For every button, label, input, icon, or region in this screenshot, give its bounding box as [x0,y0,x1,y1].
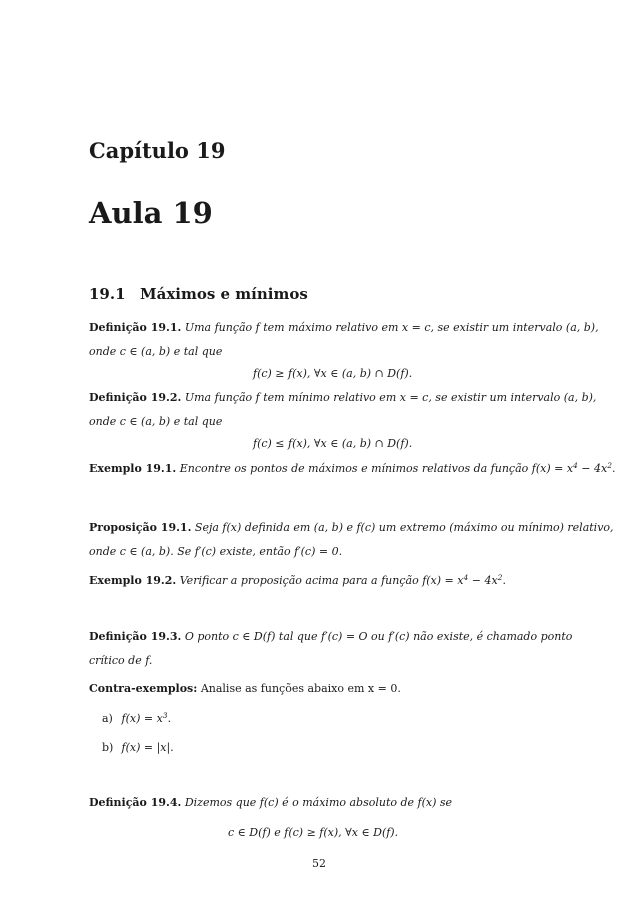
section-title: Máximos e mínimos [140,285,308,303]
list-item: a) $f(x) = x^3$. [102,711,172,725]
exponent: 2 [497,573,503,582]
definition-19-4-formula: c ∈ D(f) e f(c) ≥ f(x), ∀x ∈ D(f). [228,826,399,839]
proposition-19-1-cont: onde c ∈ (a, b). Se f′(c) existe, então f′(c) = 0. [89,545,343,558]
definition-text: O ponto c ∈ D(f) tal que f′(c) = O ou f′(c) não existe, é chamado ponto [184,630,573,643]
definition-19-4 [89,796,452,809]
definition-19-1-cont: onde c ∈ (a, b) e tal que [89,345,223,358]
counter-examples-text: Analise as funções abaixo em x = 0. [200,682,401,695]
definition-label: Definição 19.2. [89,391,182,404]
list-item-label: b) [102,741,114,754]
list-item-text: f(x) = x [121,712,163,725]
example-19-2: Exemplo 19.2. Verificar a proposição acima para a função $f(x) = x^4 - 4x^2$. [89,573,506,587]
page-number: 52 [312,857,326,870]
chapter-title: Capítulo 19 [89,138,226,163]
proposition-label: Proposição 19.1. [89,521,192,534]
definition-19-2 [89,391,596,404]
definition-label: Definição 19.3. [89,630,182,643]
definition-text: Dizemos que f(c) é o máximo absoluto de f(x) se [184,796,453,809]
list-item-label: a) [102,712,113,725]
list-item [102,741,174,754]
list-item-text: f(x) = |x|. [121,741,174,754]
exponent: 4 [573,461,578,470]
definition-19-1 [89,321,599,334]
definition-label: Definição 19.1. [89,321,182,334]
definition-19-3 [89,630,572,643]
example-19-1: Exemplo 19.1. Encontre os pontos de máximos e mínimos relativos da função $f(x) = x^4 - 4x^2$. [89,461,616,475]
section-number: 19.1 [89,285,126,303]
counter-examples-label: Contra-exemplos: [89,682,198,695]
definition-label: Definição 19.4. [89,796,182,809]
example-text: Verificar a proposição acima para a função f(x) = x [179,574,464,587]
exponent: 3 [162,711,168,720]
exponent: 4 [463,573,469,582]
example-text: Encontre os pontos de máximos e mínimos relativos da função f(x) = x [179,462,574,475]
definition-19-2-cont: onde c ∈ (a, b) e tal que [89,415,223,428]
proposition-text: Seja f(x) definida em (a, b) e f(c) um extremo (máximo ou mínimo) relativo, [194,521,614,534]
counter-examples [89,682,401,695]
definition-text: Uma função f tem mínimo relativo em x = c, se existir um intervalo (a, b), [184,391,597,404]
example-label: Exemplo 19.1. [89,462,177,475]
lecture-title: Aula 19 [89,196,213,230]
definition-19-1-formula: f(c) ≥ f(x), ∀x ∈ (a, b) ∩ D(f). [253,367,413,380]
section-heading [89,285,308,303]
exponent: 2 [607,461,613,470]
proposition-19-1 [89,521,614,534]
example-label: Exemplo 19.2. [89,574,177,587]
definition-19-2-formula: f(c) ≤ f(x), ∀x ∈ (a, b) ∩ D(f). [253,437,413,450]
definition-19-3-cont: crítico de f. [89,654,153,667]
definition-text: Uma função f tem máximo relativo em x = c, se existir um intervalo (a, b), [184,321,599,334]
